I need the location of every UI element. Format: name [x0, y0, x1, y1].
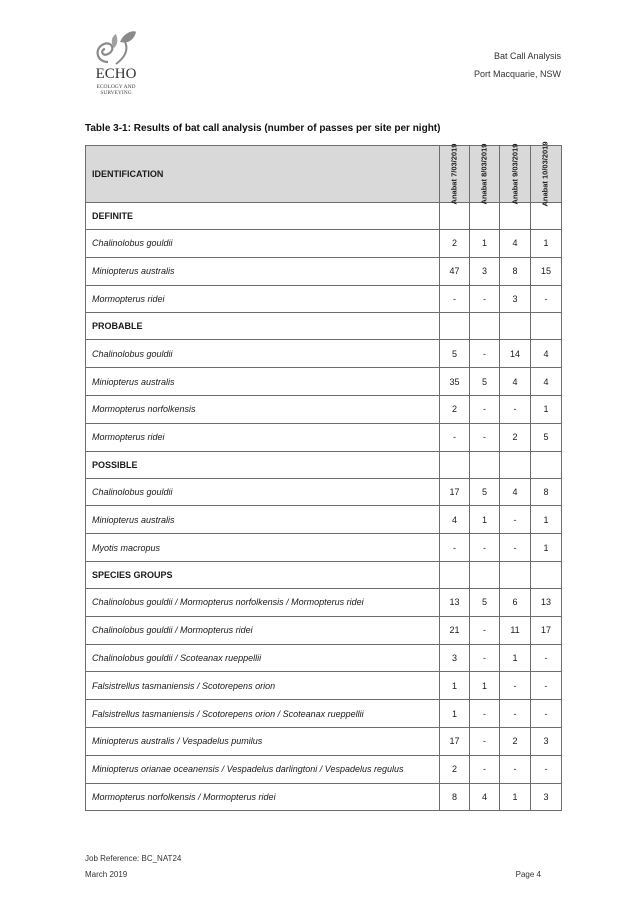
leaf-swirl-icon	[90, 28, 138, 68]
section-header-row	[86, 313, 562, 340]
empty-cell	[440, 561, 470, 588]
document-title: Bat Call Analysis	[493, 51, 561, 61]
table-row	[86, 534, 562, 562]
count-cell: 1	[470, 230, 500, 258]
species-name-cell: Chalinolobus gouldii	[86, 340, 440, 368]
count-cell: 35	[440, 368, 470, 396]
section-header-row	[86, 203, 562, 230]
count-cell: -	[470, 285, 500, 313]
empty-cell	[531, 561, 562, 588]
species-name-cell: Chalinolobus gouldii / Mormopterus norfolkensis / Mormopterus ridei	[86, 588, 440, 616]
column-header-label: Anabat 8/03/2019	[479, 143, 489, 205]
count-cell: 5	[470, 588, 500, 616]
species-name-cell: Mormopterus ridei	[86, 285, 440, 313]
table-row	[86, 783, 562, 811]
table-row	[86, 395, 562, 423]
job-reference: Job Reference: BC_NAT24	[85, 854, 182, 863]
count-cell: 11	[500, 616, 531, 644]
count-cell: 2	[440, 230, 470, 258]
empty-cell	[440, 203, 470, 230]
table-row	[86, 506, 562, 534]
species-name-cell: Miniopterus australis	[86, 257, 440, 285]
count-cell: -	[470, 395, 500, 423]
count-cell: -	[470, 644, 500, 672]
count-cell: -	[531, 644, 562, 672]
document-location: Port Macquarie, NSW	[473, 69, 561, 79]
table-row	[86, 368, 562, 396]
count-cell: 17	[531, 616, 562, 644]
count-cell: 2	[500, 727, 531, 755]
species-name-cell: Mormopterus norfolkensis / Mormopterus ridei	[86, 783, 440, 811]
count-cell: 5	[470, 368, 500, 396]
section-title: SPECIES GROUPS	[86, 561, 440, 588]
logo-wordmark: ECHO	[95, 66, 137, 82]
table-row	[86, 755, 562, 783]
table-row	[86, 616, 562, 644]
count-cell: 3	[470, 257, 500, 285]
count-cell: 13	[531, 588, 562, 616]
count-cell: 1	[440, 700, 470, 728]
identification-header: IDENTIFICATION	[86, 146, 440, 203]
count-cell: -	[531, 285, 562, 313]
column-header-label: Anabat 9/03/2019	[510, 143, 519, 205]
count-cell: 15	[531, 257, 562, 285]
count-cell: 21	[440, 616, 470, 644]
empty-cell	[470, 451, 500, 478]
species-name-cell: Miniopterus australis / Vespadelus pumilus	[86, 727, 440, 755]
count-cell: 3	[531, 727, 562, 755]
empty-cell	[500, 451, 531, 478]
count-cell: -	[500, 672, 531, 700]
column-header	[531, 141, 562, 207]
count-cell: 5	[440, 340, 470, 368]
count-cell: -	[531, 755, 562, 783]
table-caption: Table 3-1: Results of bat call analysis (number of passes per site per night)	[85, 123, 441, 134]
species-name-cell: Chalinolobus gouldii / Scoteanax rueppellii	[86, 644, 440, 672]
table-row	[86, 588, 562, 616]
empty-cell	[470, 561, 500, 588]
count-cell: 3	[531, 783, 562, 811]
count-cell: -	[470, 616, 500, 644]
count-cell: 4	[440, 506, 470, 534]
count-cell: 1	[531, 534, 562, 562]
count-cell: 4	[531, 340, 562, 368]
section-title: DEFINITE	[86, 203, 440, 230]
results-table	[85, 141, 562, 811]
count-cell: -	[470, 340, 500, 368]
species-name-cell: Chalinolobus gouldii	[86, 478, 440, 506]
empty-cell	[500, 313, 531, 340]
table-row	[86, 423, 562, 451]
empty-cell	[470, 313, 500, 340]
column-header	[500, 143, 531, 205]
count-cell: 4	[500, 478, 531, 506]
empty-cell	[440, 313, 470, 340]
column-header	[470, 143, 500, 205]
table-row	[86, 230, 562, 258]
table-row	[86, 672, 562, 700]
empty-cell	[531, 451, 562, 478]
count-cell: -	[470, 755, 500, 783]
echo-logo	[84, 28, 144, 108]
count-cell: -	[531, 672, 562, 700]
empty-cell	[440, 451, 470, 478]
column-header	[440, 143, 470, 205]
count-cell: 1	[500, 783, 531, 811]
count-cell: 1	[531, 230, 562, 258]
count-cell: 2	[440, 755, 470, 783]
species-name-cell: Chalinolobus gouldii	[86, 230, 440, 258]
count-cell: -	[470, 727, 500, 755]
count-cell: 1	[440, 672, 470, 700]
section-title: PROBABLE	[86, 313, 440, 340]
count-cell: 2	[440, 395, 470, 423]
species-name-cell: Miniopterus australis	[86, 368, 440, 396]
count-cell: -	[440, 423, 470, 451]
count-cell: 14	[500, 340, 531, 368]
count-cell: 47	[440, 257, 470, 285]
table-row	[86, 700, 562, 728]
species-name-cell: Myotis macropus	[86, 534, 440, 562]
empty-cell	[500, 203, 531, 230]
count-cell: -	[470, 534, 500, 562]
table-row	[86, 340, 562, 368]
species-name-cell: Miniopterus orianae oceanensis / Vespadelus darlingtoni / Vespadelus regulus	[86, 755, 440, 783]
species-name-cell: Mormopterus norfolkensis	[86, 395, 440, 423]
species-name-cell: Falsistrellus tasmaniensis / Scotorepens orion / Scoteanax rueppellii	[86, 700, 440, 728]
count-cell: 5	[531, 423, 562, 451]
count-cell: -	[500, 755, 531, 783]
count-cell: -	[531, 700, 562, 728]
section-header-row	[86, 561, 562, 588]
column-header-label: Anabat 7/03/2019	[449, 143, 459, 205]
count-cell: 8	[531, 478, 562, 506]
count-cell: 4	[470, 783, 500, 811]
section-title: POSSIBLE	[86, 451, 440, 478]
count-cell: 17	[440, 478, 470, 506]
count-cell: 8	[440, 783, 470, 811]
count-cell: 3	[440, 644, 470, 672]
column-header-label: Anabat 10/03/2019	[541, 141, 551, 207]
species-name-cell: Miniopterus australis	[86, 506, 440, 534]
count-cell: -	[470, 700, 500, 728]
empty-cell	[531, 203, 562, 230]
table-row	[86, 478, 562, 506]
count-cell: -	[470, 423, 500, 451]
count-cell: 6	[500, 588, 531, 616]
footer-date: March 2019	[85, 870, 128, 879]
count-cell: 1	[500, 644, 531, 672]
section-header-row	[86, 451, 562, 478]
count-cell: 2	[500, 423, 531, 451]
species-name-cell: Mormopterus ridei	[86, 423, 440, 451]
count-cell: 1	[470, 506, 500, 534]
table-header-row	[86, 146, 562, 203]
count-cell: 1	[531, 395, 562, 423]
count-cell: 4	[531, 368, 562, 396]
species-name-cell: Falsistrellus tasmaniensis / Scotorepens orion	[86, 672, 440, 700]
table-row	[86, 257, 562, 285]
table-row	[86, 644, 562, 672]
count-cell: 1	[531, 506, 562, 534]
count-cell: -	[440, 534, 470, 562]
count-cell: -	[500, 700, 531, 728]
count-cell: 4	[500, 230, 531, 258]
count-cell: 5	[470, 478, 500, 506]
count-cell: 8	[500, 257, 531, 285]
count-cell: 1	[470, 672, 500, 700]
table-body	[86, 203, 562, 811]
count-cell: -	[500, 506, 531, 534]
count-cell: -	[500, 534, 531, 562]
count-cell: 4	[500, 368, 531, 396]
empty-cell	[531, 313, 562, 340]
table-row	[86, 285, 562, 313]
count-cell: -	[500, 395, 531, 423]
count-cell: 17	[440, 727, 470, 755]
empty-cell	[470, 203, 500, 230]
table-row	[86, 727, 562, 755]
logo-subtext: ECOLOGY AND SURVEYING	[96, 84, 136, 96]
count-cell: -	[440, 285, 470, 313]
empty-cell	[500, 561, 531, 588]
page-number: Page 4	[515, 870, 541, 879]
count-cell: 3	[500, 285, 531, 313]
count-cell: 13	[440, 588, 470, 616]
species-name-cell: Chalinolobus gouldii / Mormopterus ridei	[86, 616, 440, 644]
